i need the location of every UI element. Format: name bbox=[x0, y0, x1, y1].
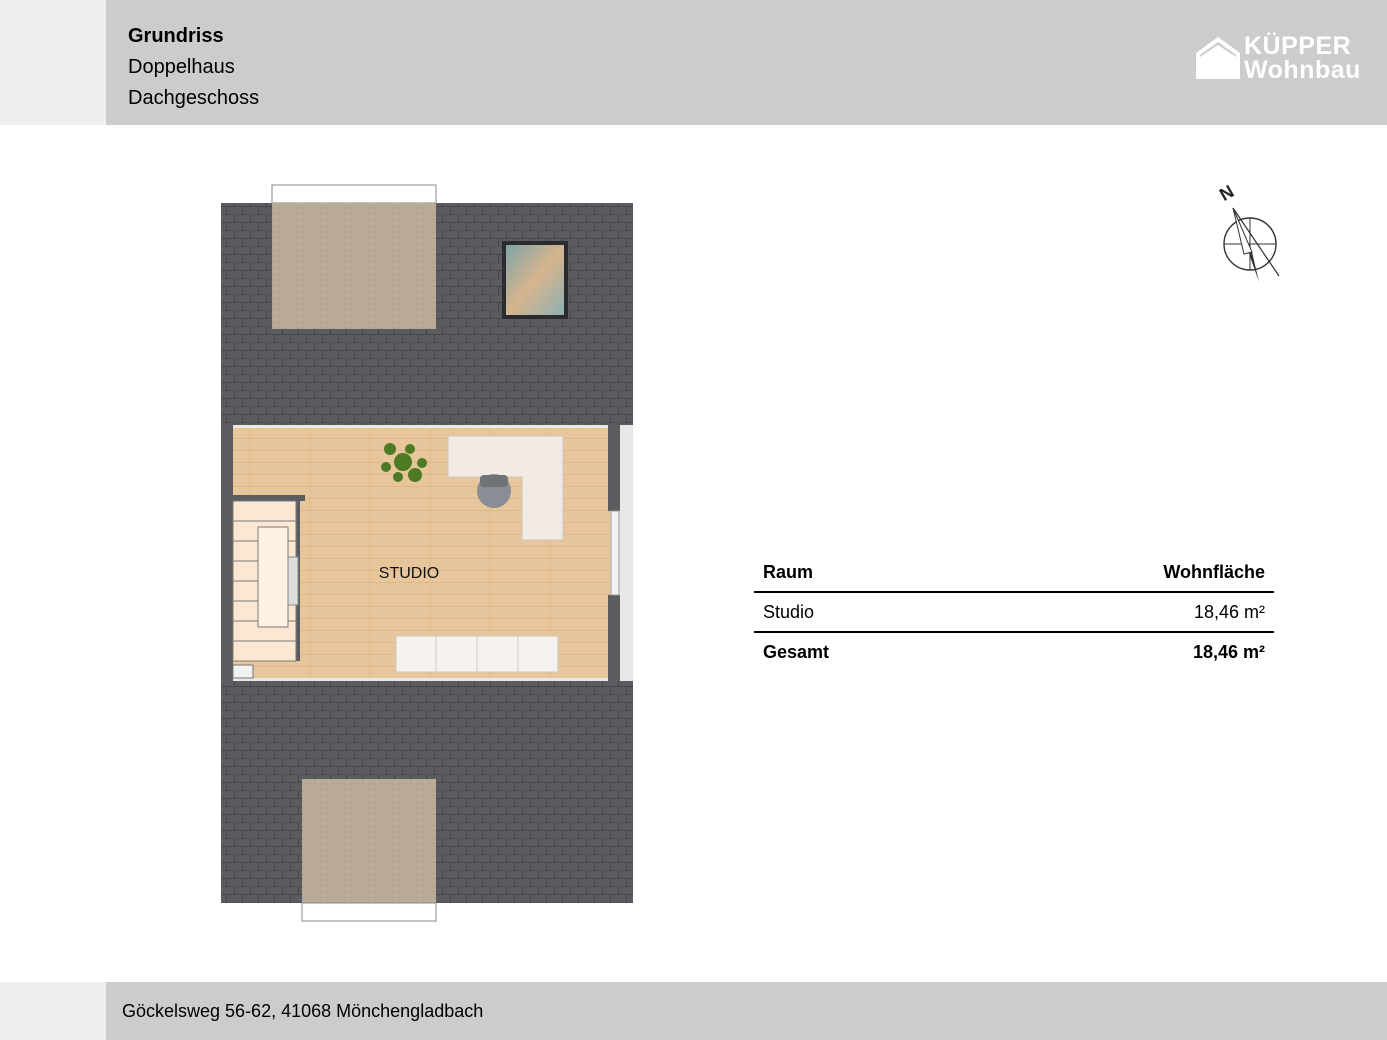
wall-right-upper bbox=[608, 425, 620, 511]
table-total-row bbox=[754, 632, 1274, 671]
header-side-panel bbox=[0, 0, 106, 125]
north-label: N bbox=[1216, 181, 1238, 205]
header-area: Wohnfläche bbox=[969, 553, 1274, 592]
area-table bbox=[754, 553, 1274, 671]
room-label-studio: STUDIO bbox=[378, 565, 440, 582]
header-bar bbox=[106, 0, 1387, 125]
wall-left bbox=[221, 425, 233, 681]
address: Göckelsweg 56-62, 41068 Mönchengladbach bbox=[122, 1001, 484, 1021]
stair-handrail bbox=[288, 557, 298, 605]
dormer-balcony-top bbox=[272, 185, 436, 203]
row-room: Studio bbox=[754, 592, 969, 632]
table-row bbox=[754, 592, 1274, 632]
skylight bbox=[506, 245, 564, 315]
footer-side-panel bbox=[0, 982, 106, 1040]
total-label: Gesamt bbox=[763, 641, 830, 662]
compass-icon bbox=[1200, 180, 1290, 290]
logo-text-line2: Wohnbau bbox=[1244, 56, 1361, 84]
wall-right-lower bbox=[608, 595, 620, 681]
dormer-balcony-bottom bbox=[302, 903, 436, 921]
small-cabinet bbox=[233, 665, 253, 678]
floor-plan bbox=[210, 175, 650, 935]
company-logo bbox=[1196, 32, 1366, 84]
window-right bbox=[611, 511, 619, 595]
page-title: Grundriss bbox=[128, 25, 224, 47]
dormer-top bbox=[272, 203, 436, 329]
house-icon bbox=[1196, 35, 1240, 79]
total-area: 18,46 m² bbox=[1192, 641, 1265, 662]
header-titles bbox=[128, 21, 259, 114]
table-header-row bbox=[754, 553, 1274, 592]
footer-bar bbox=[106, 982, 1387, 1040]
row-area: 18,46 m² bbox=[969, 592, 1274, 632]
logo-text-line1: KÜPPER bbox=[1244, 32, 1352, 60]
stair-wall-top bbox=[233, 495, 305, 501]
dormer-bottom bbox=[302, 779, 436, 903]
floor-name: Dachgeschoss bbox=[128, 87, 260, 109]
header-room: Raum bbox=[754, 553, 969, 592]
house-type: Doppelhaus bbox=[128, 56, 235, 78]
